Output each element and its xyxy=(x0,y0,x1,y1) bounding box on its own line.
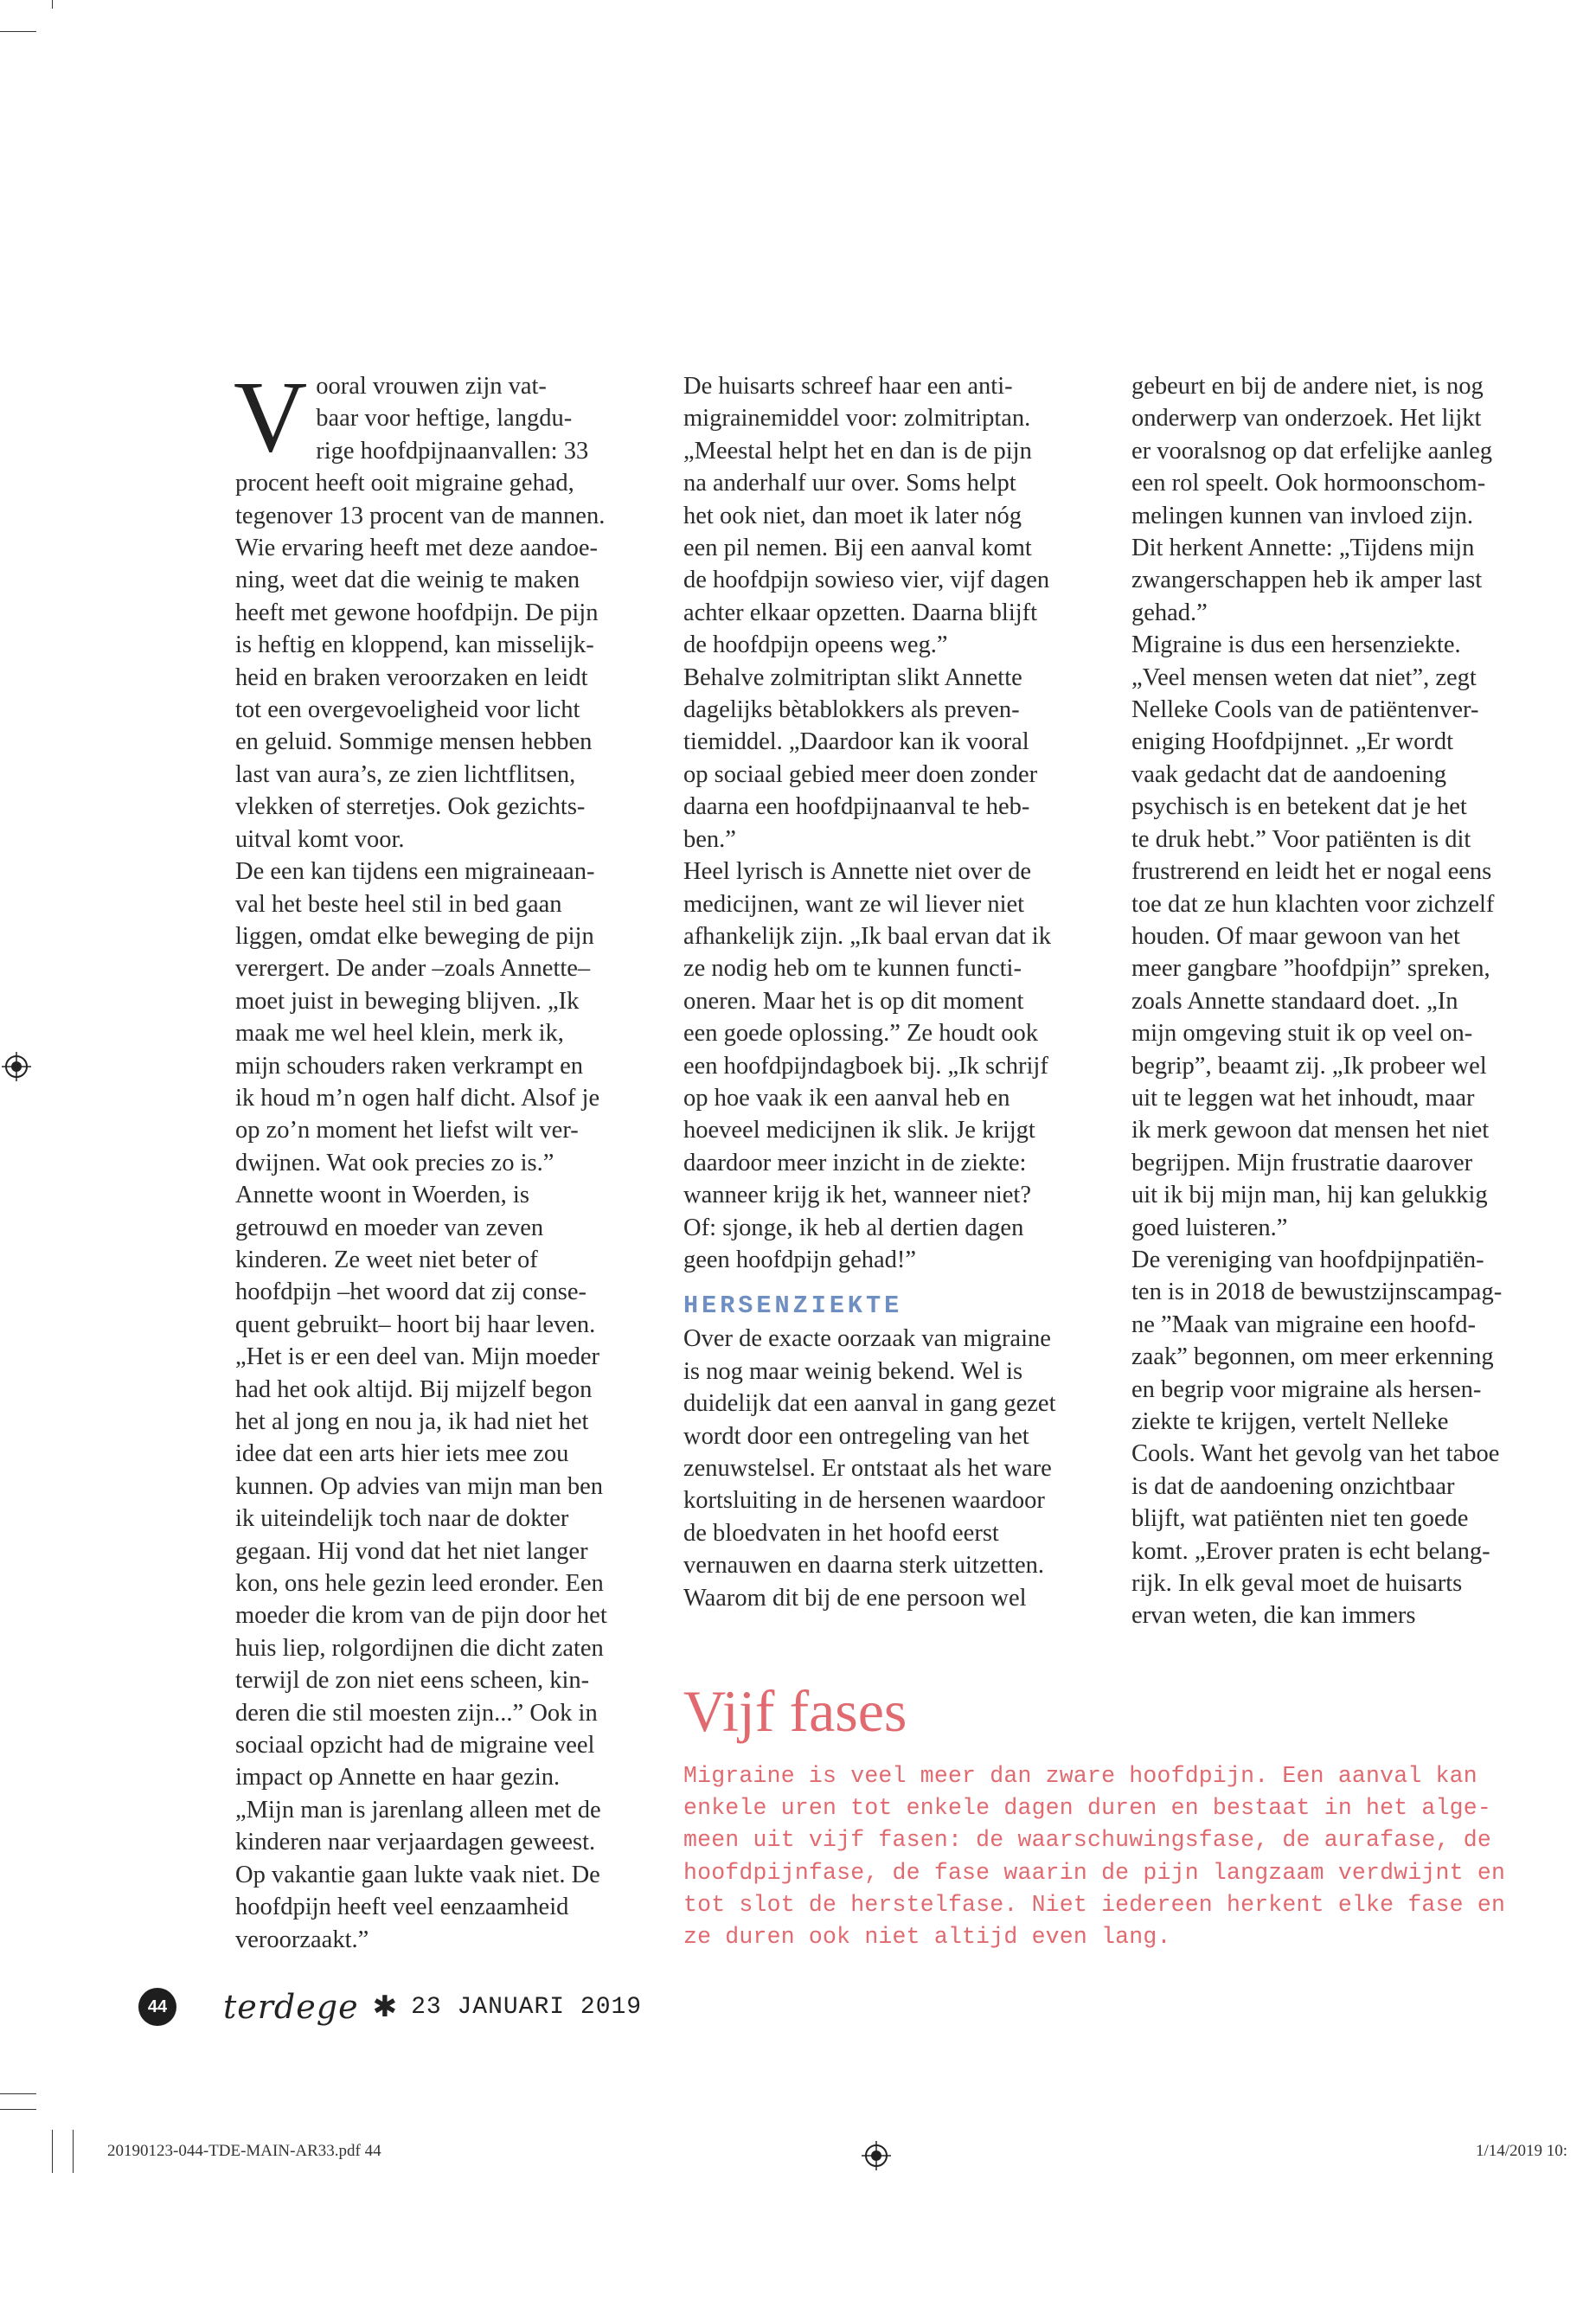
crop-mark xyxy=(73,2130,74,2173)
paragraph: De een kan tijdens een migraineaan- val het beste heel stil in bed gaan liggen, omdat elke beweging de pijn verergert. De ander –zoals Annette– moet juist in beweging blijven. „Ik maak me wel heel klein, merk ik, mijn schouders raken verkrampt en ik houd m’n ogen half dicht. Alsof je op zo’n moment het liefst wilt ver- dwijnen. Wat ook precies zo is.” xyxy=(235,858,600,1176)
star-separator-icon: ✱ xyxy=(372,1991,398,2023)
paragraph: Migraine is dus een hersenziekte. „Veel mensen weten dat niet”, zegt Nelleke Cools van de patiëntenver- eniging Hoofdpijnnet. „Er wordt vaak gedacht dat de aandoening psychisch is en betekent dat je het te druk hebt.” Voor patiënten is dit frustrerend en leidt het er nogal eens toe dat ze hun klachten voor zichzelf houden. Of maar gewoon van het meer gangbare ”hoofdpijn” spreken, zoals Annette standaard doet. „In mijn omgeving stuit ik op veel on- begrip”, beaamt zij. „Ik probeer wel uit te leggen wat het inhoudt, maar ik merk gewoon dat mensen het niet begrijpen. Mijn frustratie daarover uit ik bij mijn man, hij kan gelukkig goed luisteren.” xyxy=(1131,631,1495,1241)
article-column-3 xyxy=(1131,370,1547,1632)
registration-mark-icon xyxy=(2,1052,31,1081)
drop-cap: V xyxy=(234,360,308,473)
paragraph: Heel lyrisch is Annette niet over de medicijnen, want ze wil liever niet afhankelijk zijn. „Ik baal ervan dat ik ze nodig heb om te kunnen functi- oneren. Maar het is op dit moment een goede oplossing.” Ze houdt ook een hoofdpijndagboek bij. „Ik schrijf op hoe vaak ik een aanval heb en hoeveel medicijnen ik slik. Je krijgt daardoor meer inzicht in de ziekte: wanneer krijg ik het, wanneer niet? Of: sjonge, ik heb al dertien dagen geen hoofdpijn gehad!” xyxy=(683,858,1051,1273)
intro-paragraph xyxy=(234,360,651,856)
crop-mark xyxy=(0,2109,36,2110)
article-column-1 xyxy=(234,360,651,1956)
page-number: 44 xyxy=(138,1988,176,2026)
crop-mark xyxy=(0,2093,36,2094)
article-column-2 xyxy=(683,370,1099,1614)
crop-mark xyxy=(0,31,36,32)
section-subhead: HERSENZIEKTE xyxy=(683,1292,903,1321)
paragraph: gebeurt en bij de andere niet, is nog onderwerp van onderzoek. Het lijkt er vooralsnog op dat erfelijke aanleg een rol speelt. Ook hormoonschom- melingen kunnen van invloed zijn. Dit herkent Annette: „Tijdens mijn zwangerschappen heb ik amper last gehad.” xyxy=(1131,373,1493,626)
paragraph: Over de exacte oorzaak van migraine is nog maar weinig bekend. Wel is duidelijk dat een aanval in gang gezet wordt door een ontregeling van het zenuwstelsel. Er ontstaat als het ware kortsluiting in de hersenen waardoor de bloedvaten in het hoofd eerst vernauwen en daarna sterk uitzetten. Waarom dit bij de ene persoon wel xyxy=(683,1325,1056,1612)
registration-mark-icon xyxy=(862,2141,891,2170)
box-title: Vijf fases xyxy=(683,1678,907,1744)
crop-mark xyxy=(52,0,53,9)
intro-text: ooral vrouwen zijn vat- baar voor heftige, langdu- rige hoofdpijnaanvallen: 33 procent heeft ooit migraine gehad, tegenover 13 procent van de mannen. Wie ervaring heeft met deze aandoe- ning, weet dat die weinig te maken heeft met gewone hoofdpijn. De pijn is heftig en kloppend, kan misselijk- heid en braken veroorzaken en leidt tot een overgevoeligheid voor licht en geluid. Sommige mensen hebben last van aura’s, ze zien lichtflitsen, vlekken of sterretjes. Ook gezichts- uitval komt voor. xyxy=(235,373,606,853)
print-slug-timestamp: 1/14/2019 10: xyxy=(1476,2142,1568,2160)
issue-date: 23 JANUARI 2019 xyxy=(411,1993,643,2021)
paragraph: De vereniging van hoofdpijnpatiën- ten is in 2018 de bewustzijnscampag- ne ”Maak van migraine een hoofd- zaak” begonnen, om meer erkenning en begrip voor migraine als hersen- ziekte te krijgen, vertelt Nelleke Cools. Want het gevolg van het taboe is dat de aandoening onzichtbaar blijft, wat patiënten niet ten goede komt. „Erover praten is echt belang- rijk. In elk geval moet de huisarts ervan weten, die kan immers xyxy=(1131,1246,1503,1630)
paragraph: Annette woont in Woerden, is getrouwd en moeder van zeven kinderen. Ze weet niet beter of hoofdpijn –het woord dat zij conse- quent gebruikt– hoort bij haar leven. „Het is er een deel van. Mijn moeder had het ook altijd. Bij mijzelf begon het al jong en nou ja, ik had niet het idee dat een arts hier iets mee zou kunnen. Op advies van mijn man ben ik uiteindelijk toch naar de dokter gegaan. Hij vond dat het niet langer kon, ons hele gezin leed eronder. Een moeder die krom van de pijn door het huis liep, rolgordijnen die dicht zaten terwijl de zon niet eens scheen, kin- deren die stil moesten zijn...” Ook in sociaal opzicht had de migraine veel impact op Annette en haar gezin. „Mijn man is jarenlang alleen met de kinderen naar verjaardagen geweest. Op vakantie gaan lukte vaak niet. De hoofdpijn heeft veel eenzaamheid veroorzaakt.” xyxy=(235,1182,607,1953)
crop-mark xyxy=(52,2130,53,2173)
print-slug-file: 20190123-044-TDE-MAIN-AR33.pdf 44 xyxy=(107,2142,381,2160)
page-footer xyxy=(138,1985,642,2029)
paragraph: Behalve zolmitriptan slikt Annette dagelijks bètablokkers als preven- tiemiddel. „Daardoor kan ik vooral op sociaal gebied meer doen zonder daarna een hoofdpijnaanval te heb- ben.” xyxy=(683,663,1038,853)
box-text: Migraine is veel meer dan zware hoofdpijn. Een aanval kan enkele uren tot enkele dagen duren en bestaat in het alge- meen uit vijf fasen: de waarschuwingsfase, de aurafase, de hoofdpijnfase, de fase waarin de pijn langzaam verdwijnt en tot slot de herstelfase. Niet iedereen herkent elke fase en ze duren ook niet altijd even lang. xyxy=(683,1763,1506,1951)
magazine-logo: terdege xyxy=(223,1988,359,2026)
paragraph: De huisarts schreef haar een anti- migrainemiddel voor: zolmitriptan. „Meestal helpt het en dan is de pijn na anderhalf uur over. Soms helpt het ook niet, dan moet ik later nóg een pil nemen. Bij een aanval komt de hoofdpijn sowieso vier, vijf dagen achter elkaar opzetten. Daarna blijft de hoofdpijn opeens weg.” xyxy=(683,373,1050,659)
